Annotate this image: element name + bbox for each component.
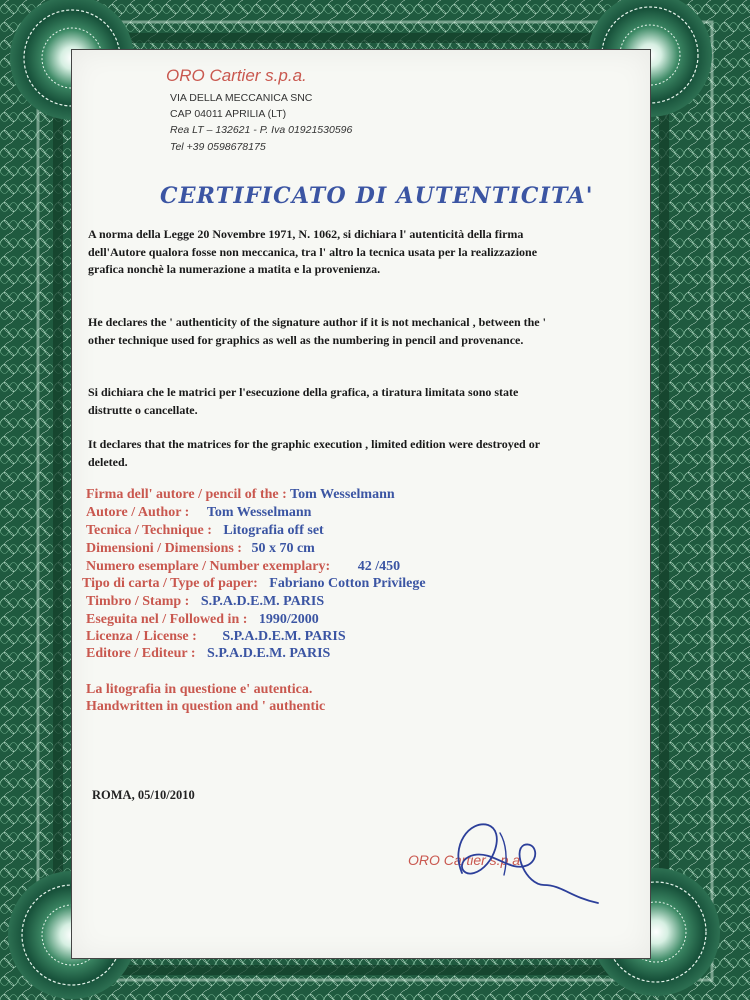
field-number-label: Numero esemplare / Number exemplary: (86, 559, 331, 574)
field-license-value: S.P.A.D.E.M. PARIS (222, 629, 346, 644)
field-author-label: Autore / Author : (86, 505, 190, 520)
paragraph-law-en: He declares the ' authenticity of the signature author if it is not mechanical , between the ' other technique used for graphics as well as the numbering in pencil and provenance. (88, 315, 546, 347)
field-signature-label: Firma dell' autore / pencil of the : (86, 487, 287, 502)
field-signature (86, 487, 395, 503)
field-number (86, 559, 400, 575)
field-author (86, 505, 311, 521)
field-dimensions-label: Dimensioni / Dimensions : (86, 541, 242, 556)
field-technique (86, 523, 324, 539)
field-signature-value: Tom Wesselmann (290, 487, 395, 502)
field-executed-label: Eseguita nel / Followed in : (86, 612, 248, 627)
field-license (86, 629, 346, 645)
address-line-1: VIA DELLA MECCANICA SNC (170, 92, 313, 104)
field-stamp (86, 594, 324, 610)
certificate-title: CERTIFICATO DI AUTENTICITA' (160, 183, 594, 209)
field-paper-label: Tipo di carta / Type of paper: (82, 576, 258, 591)
field-technique-label: Tecnica / Technique : (86, 523, 212, 538)
field-executed (86, 612, 319, 628)
field-stamp-label: Timbro / Stamp : (86, 594, 190, 609)
field-paper (82, 576, 426, 592)
statement-italian: La litografia in questione e' autentica. (86, 682, 313, 697)
paragraph-matrices-it: Si dichiara che le matrici per l'esecuzione della grafica, a tiratura limitata sono state distrutte o cancellate. (88, 385, 519, 417)
company-name: ORO Cartier s.p.a. (166, 66, 307, 85)
field-publisher (86, 646, 330, 662)
field-dimensions (86, 541, 315, 557)
statement-english: Handwritten in question and ' authentic (86, 699, 326, 714)
field-author-value: Tom Wesselmann (206, 505, 312, 520)
place-and-date: ROMA, 05/10/2010 (92, 788, 195, 802)
company-stamp: ORO Cartier s.p.a. (408, 852, 524, 868)
field-dimensions-value: 50 x 70 cm (251, 541, 315, 556)
field-license-label: Licenza / License : (86, 629, 197, 644)
field-executed-value: 1990/2000 (258, 612, 319, 627)
handwritten-signature (440, 815, 610, 910)
phone-number: Tel +39 0598678175 (170, 141, 266, 153)
field-publisher-label: Editore / Editeur : (86, 646, 196, 661)
address-line-2: CAP 04011 APRILIA (LT) (170, 108, 287, 120)
registry-number: Rea LT – 132621 - P. Iva 01921530596 (170, 124, 353, 136)
field-technique-value: Litografia off set (223, 523, 324, 538)
field-paper-value: Fabriano Cotton Privilege (269, 576, 426, 591)
paragraph-law-it: A norma della Legge 20 Novembre 1971, N. 1062, si dichiara l' autenticità della firma dell'Autore qualora fosse non meccanica, tra l' altro la tecnica usata per la realizzazione grafica nonchè la numerazione a matita e la provenienza. (88, 227, 538, 276)
paragraph-matrices-en: It declares that the matrices for the graphic execution , limited edition were destroyed or deleted. (88, 437, 540, 469)
field-stamp-value: S.P.A.D.E.M. PARIS (200, 594, 325, 609)
field-number-value: 42 /450 (357, 559, 401, 574)
field-publisher-value: S.P.A.D.E.M. PARIS (207, 646, 331, 661)
